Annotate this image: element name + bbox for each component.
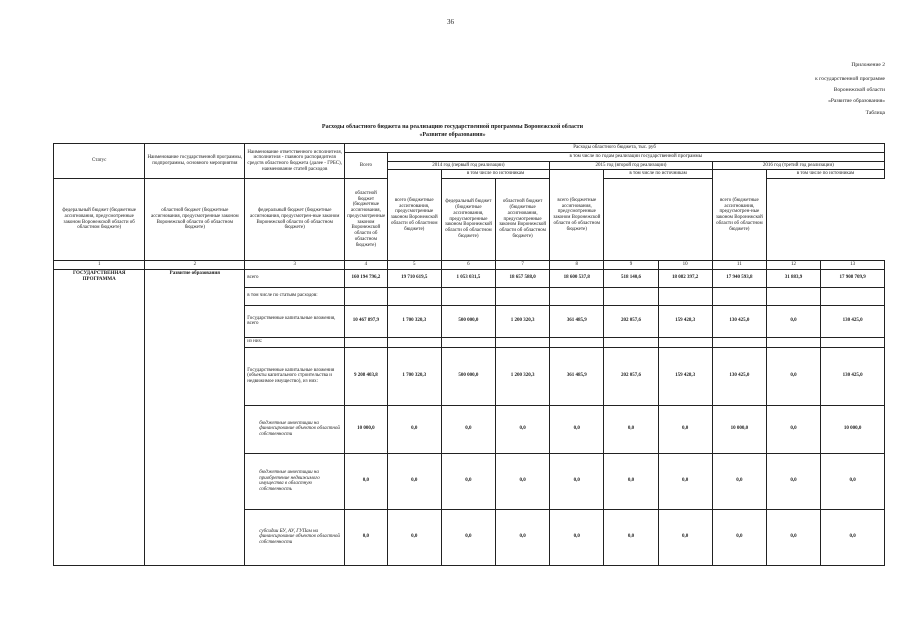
- value-cell: [550, 287, 604, 305]
- header-fed-2014: федеральный бюджет (бюджетные ассигнования, предусмотренные законом Воронежской области об областном бюджете): [54, 179, 145, 261]
- value-cell: 0,0: [658, 509, 712, 565]
- col-num: 5: [387, 261, 441, 270]
- value-cell: 0,0: [550, 405, 604, 453]
- value-cell: 130 425,0: [712, 305, 766, 337]
- header-reg-2014: областной бюджет (бюджетные ассигнования, предусмотренные законом Воронежской области об областном бюджете): [145, 179, 245, 261]
- col-num: 2: [145, 261, 245, 270]
- program-cell: Развитие образования: [145, 269, 245, 565]
- col-num: 1: [54, 261, 145, 270]
- expenses-table: [53, 143, 885, 566]
- value-cell: 1 053 031,5: [441, 269, 495, 287]
- value-cell: [658, 337, 712, 347]
- value-cell: 0,0: [496, 405, 550, 453]
- value-cell: 0,0: [345, 509, 388, 565]
- value-cell: 0,0: [550, 453, 604, 509]
- document-title: Расходы областного бюджета на реализацию государственной программы Воронежской области: [321, 124, 584, 130]
- value-cell: 500 000,0: [441, 305, 495, 337]
- table-body: [54, 269, 885, 565]
- value-cell: [821, 337, 885, 347]
- col-num: 3: [245, 261, 345, 270]
- value-cell: 0,0: [604, 405, 658, 453]
- value-cell: 0,0: [604, 509, 658, 565]
- appendix-line-5: Таблица: [865, 110, 885, 116]
- appendix-line-4: «Развитие образования»: [828, 98, 885, 104]
- col-num: 8: [550, 261, 604, 270]
- value-cell: 0,0: [766, 305, 820, 337]
- value-cell: [821, 287, 885, 305]
- status-cell: ГОСУДАРСТВЕННАЯ ПРОГРАММА: [54, 269, 145, 565]
- column-number-row: [54, 261, 885, 270]
- value-cell: 17 908 709,9: [821, 269, 885, 287]
- value-cell: 160 194 796,2: [345, 269, 388, 287]
- value-cell: [766, 337, 820, 347]
- header-sources-2014: в том числе по источникам: [441, 170, 549, 179]
- value-cell: 31 883,9: [766, 269, 820, 287]
- value-cell: 202 057,6: [604, 305, 658, 337]
- value-cell: 18 082 397,2: [658, 269, 712, 287]
- value-cell: 0,0: [387, 453, 441, 509]
- value-cell: 0,0: [441, 453, 495, 509]
- header-year-2016: 2016 год (третий год реализации): [712, 161, 884, 170]
- header-all-2016: всего (бюджетные ассигнования, предусмотрен-ные законом Воронежской области об областном бюджете): [712, 170, 766, 261]
- header-status: Статус: [54, 144, 145, 179]
- header-all-2014: всего (бюджетные ассигнования, предусмотренные законом Воронежской области об областном бюджете): [387, 170, 441, 261]
- header-all-2015: всего (бюджетные ассигнования, предусмотренные законом Воронежской области об областном бюджете): [550, 170, 604, 261]
- value-cell: 17 940 593,8: [712, 269, 766, 287]
- value-cell: 10 000,0: [345, 405, 388, 453]
- col-num: 4: [345, 261, 388, 270]
- value-cell: 500 000,0: [441, 347, 495, 405]
- row-label: бюджетные инвестиции на приобретение недвижимого имущества в областную собственность: [245, 453, 345, 509]
- value-cell: 0,0: [441, 405, 495, 453]
- value-cell: 18 657 588,0: [496, 269, 550, 287]
- header-year-2014: 2014 год (первый год реализации): [387, 161, 550, 170]
- value-cell: 0,0: [550, 509, 604, 565]
- value-cell: 0,0: [766, 405, 820, 453]
- value-cell: 130 425,0: [712, 347, 766, 405]
- value-cell: 0,0: [496, 509, 550, 565]
- header-total: Всего: [345, 152, 388, 178]
- value-cell: 202 057,6: [604, 347, 658, 405]
- header-by-years: в том числе по годам реализации государственной программы: [387, 152, 884, 161]
- value-cell: 0,0: [766, 453, 820, 509]
- value-cell: [766, 287, 820, 305]
- appendix-line-2: к государственной программе: [815, 76, 885, 82]
- value-cell: 0,0: [441, 509, 495, 565]
- row-label: всего: [245, 269, 345, 287]
- value-cell: [387, 337, 441, 347]
- header-fed-2016: федеральный бюджет (бюджетные ассигнования, предусмотренные законом Воронежской области об областном бюджете): [441, 179, 495, 261]
- appendix-line-1: Приложение 2: [851, 62, 885, 68]
- value-cell: 1 200 320,3: [496, 347, 550, 405]
- col-num: 11: [712, 261, 766, 270]
- page-number: 36: [447, 18, 454, 26]
- appendix-line-3: Воронежской области: [833, 87, 885, 93]
- document-subtitle: «Развитие образования»: [419, 132, 486, 138]
- value-cell: 0,0: [712, 509, 766, 565]
- value-cell: 10 467 897,9: [345, 305, 388, 337]
- col-num: 7: [496, 261, 550, 270]
- value-cell: 0,0: [496, 453, 550, 509]
- value-cell: 130 425,0: [821, 305, 885, 337]
- value-cell: 0,0: [712, 453, 766, 509]
- value-cell: [604, 287, 658, 305]
- value-cell: [712, 337, 766, 347]
- header-year-2015: 2015 год (второй год реализации): [550, 161, 713, 170]
- value-cell: 361 485,9: [550, 347, 604, 405]
- header-reg-2015: областной бюджет (бюджетные ассигнования, предусмотренные законом Воронежской области об областном бюджете): [345, 179, 388, 261]
- value-cell: [604, 337, 658, 347]
- value-cell: 1 700 320,3: [387, 347, 441, 405]
- row-label: в том числе по статьям расходов:: [245, 287, 345, 305]
- value-cell: 0,0: [766, 509, 820, 565]
- value-cell: 159 428,3: [658, 305, 712, 337]
- value-cell: 0,0: [604, 453, 658, 509]
- value-cell: 1 200 320,3: [496, 305, 550, 337]
- value-cell: 0,0: [821, 453, 885, 509]
- col-num: 12: [766, 261, 820, 270]
- col-num: 10: [658, 261, 712, 270]
- value-cell: 10 000,0: [712, 405, 766, 453]
- value-cell: 9 208 403,8: [345, 347, 388, 405]
- value-cell: 0,0: [387, 405, 441, 453]
- value-cell: 0,0: [658, 453, 712, 509]
- row-label: Государственные капитальные вложения (объекты капитального строительства и недвижимое имущество), из них:: [245, 347, 345, 405]
- value-cell: 159 428,3: [658, 347, 712, 405]
- header-executor: Наименование ответственного исполнителя, исполнителя - главного распорядителя средств областного бюджета (далее - ГРБС), наименование статей расходов: [245, 144, 345, 179]
- header-sources-2015: в том числе по источникам: [604, 170, 712, 179]
- value-cell: 130 425,0: [821, 347, 885, 405]
- value-cell: 1 700 320,3: [387, 305, 441, 337]
- value-cell: [387, 287, 441, 305]
- value-cell: [658, 287, 712, 305]
- row-label: Государственные капитальные вложения, всего: [245, 305, 345, 337]
- col-num: 6: [441, 261, 495, 270]
- header-program: Наименование государственной программы, подпрограммы, основного мероприятия: [145, 144, 245, 179]
- value-cell: [345, 287, 388, 305]
- value-cell: [345, 337, 388, 347]
- value-cell: 518 140,6: [604, 269, 658, 287]
- value-cell: 18 600 537,8: [550, 269, 604, 287]
- value-cell: 0,0: [821, 509, 885, 565]
- value-cell: 19 710 619,5: [387, 269, 441, 287]
- row-label: субсидии БУ, АУ, ГУПам на финансирование объектов областной собственности: [245, 509, 345, 565]
- row-label: бюджетные инвестиции на финансирование объектов областной собственности: [245, 405, 345, 453]
- value-cell: [496, 287, 550, 305]
- value-cell: [712, 287, 766, 305]
- header-reg-2016: областной бюджет (бюджетные ассигнования, предусмотренные законом Воронежской области об областном бюджете): [496, 179, 550, 261]
- header-expenses: Расходы областного бюджета, тыс. руб: [345, 144, 885, 153]
- value-cell: 361 485,9: [550, 305, 604, 337]
- table-row: [54, 269, 885, 287]
- value-cell: 10 000,0: [821, 405, 885, 453]
- row-label: из них:: [245, 337, 345, 347]
- value-cell: [441, 287, 495, 305]
- col-num: 9: [604, 261, 658, 270]
- value-cell: 0,0: [766, 347, 820, 405]
- value-cell: 0,0: [345, 453, 388, 509]
- value-cell: [550, 337, 604, 347]
- value-cell: [496, 337, 550, 347]
- header-fed-2015: федеральный бюджет (бюджетные ассигнования, предусмотрен-ные законом Воронежской области об областном бюджете): [245, 179, 345, 261]
- col-num: 13: [821, 261, 885, 270]
- header-sources-2016: в том числе по источникам: [766, 170, 884, 179]
- value-cell: [441, 337, 495, 347]
- value-cell: 0,0: [658, 405, 712, 453]
- value-cell: 0,0: [387, 509, 441, 565]
